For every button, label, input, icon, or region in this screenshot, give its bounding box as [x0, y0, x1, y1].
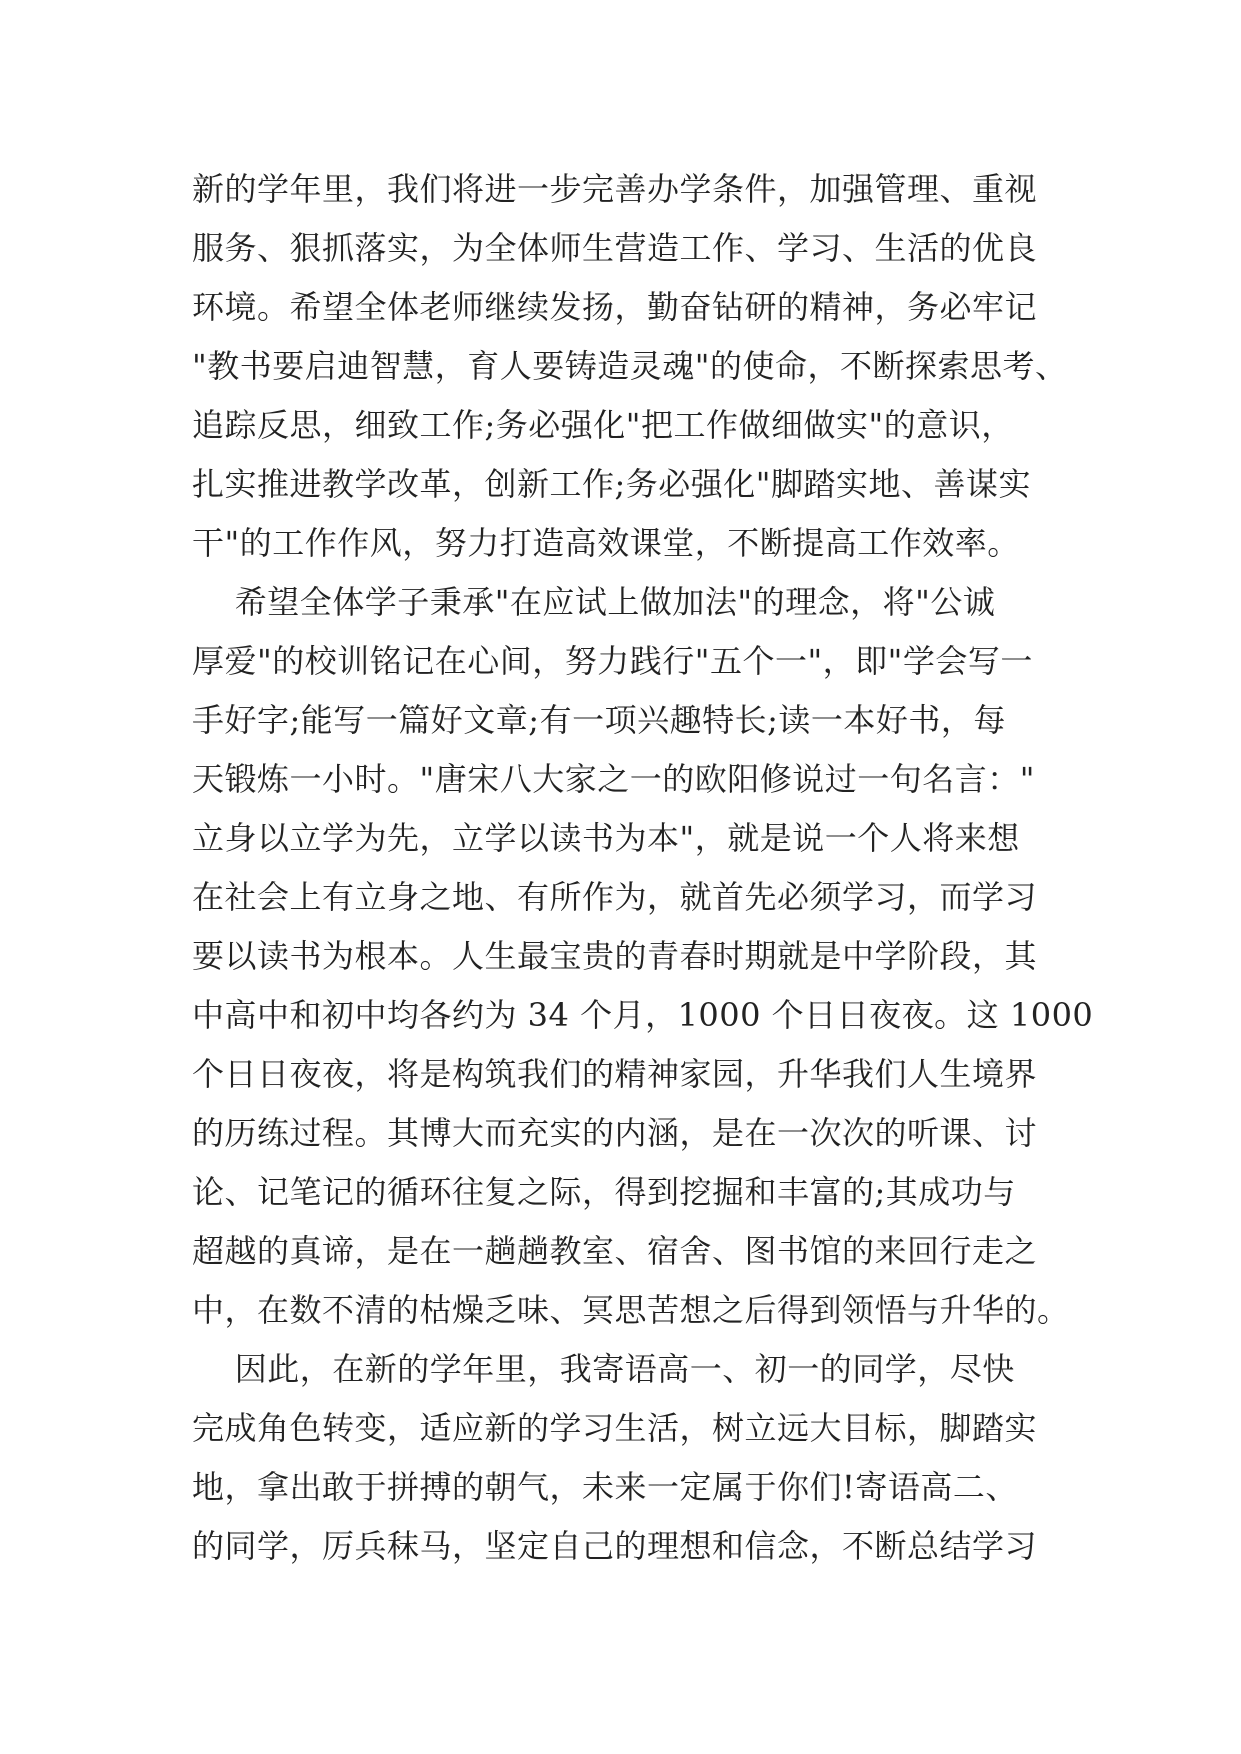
text-line-20: 中，在数不清的枯燥乏味、冥思苦想之后得到领悟与升华的。	[192, 1291, 1070, 1329]
text-line-16: 个日日夜夜，将是构筑我们的精神家园，升华我们人生境界	[192, 1055, 1038, 1093]
body-text	[192, 160, 1094, 1576]
text-line-10: 手好字;能写一篇好文章;有一项兴趣特长;读一本好书，每	[192, 701, 1006, 739]
text-line-14: 要以读书为根本。人生最宝贵的青春时期就是中学阶段，其	[192, 937, 1038, 975]
text-line-18: 论、记笔记的循环往复之际，得到挖掘和丰富的;其成功与	[192, 1173, 1016, 1211]
text-line-17: 的历练过程。其博大而充实的内涵，是在一次次的听课、讨	[192, 1114, 1038, 1152]
text-line-13: 在社会上有立身之地、有所作为，就首先必须学习，而学习	[192, 878, 1038, 916]
text-line-9: 厚爱"的校训铭记在心间，努力践行"五个一"，即"学会写一	[192, 642, 1033, 680]
text-line-15: 中高中和初中均各约为 34 个月，1000 个日日夜夜。这 1000	[192, 996, 1094, 1034]
text-line-3: 环境。希望全体老师继续发扬，勤奋钻研的精神，务必牢记	[192, 288, 1038, 326]
text-line-4: "教书要启迪智慧，育人要铸造灵魂"的使命，不断探索思考、	[192, 347, 1068, 385]
text-line-23: 地，拿出敢于拼搏的朝气，未来一定属于你们!寄语高二、	[192, 1468, 1018, 1506]
text-line-2: 服务、狠抓落实，为全体师生营造工作、学习、生活的优良	[192, 229, 1038, 267]
text-line-12: 立身以立学为先，立学以读书为本"，就是说一个人将来想	[192, 819, 1020, 857]
text-line-19: 超越的真谛，是在一趟趟教室、宿舍、图书馆的来回行走之	[192, 1232, 1038, 1270]
text-line-8: 希望全体学子秉承"在应试上做加法"的理念，将"公诚	[192, 583, 996, 621]
text-line-24: 的同学，厉兵秣马，坚定自己的理想和信念，不断总结学习	[192, 1527, 1038, 1565]
text-line-22: 完成角色转变，适应新的学习生活，树立远大目标，脚踏实	[192, 1409, 1038, 1447]
text-line-7: 干"的工作作风，努力打造高效课堂，不断提高工作效率。	[192, 524, 1020, 562]
text-line-21: 因此，在新的学年里，我寄语高一、初一的同学，尽快	[192, 1350, 1015, 1388]
text-line-1: 新的学年里，我们将进一步完善办学条件，加强管理、重视	[192, 170, 1038, 208]
text-line-6: 扎实推进教学改革，创新工作;务必强化"脚踏实地、善谋实	[192, 465, 1032, 503]
text-line-11: 天锻炼一小时。"唐宋八大家之一的欧阳修说过一句名言："	[192, 760, 1035, 798]
text-line-5: 追踪反思，细致工作;务必强化"把工作做细做实"的意识，	[192, 406, 1014, 444]
